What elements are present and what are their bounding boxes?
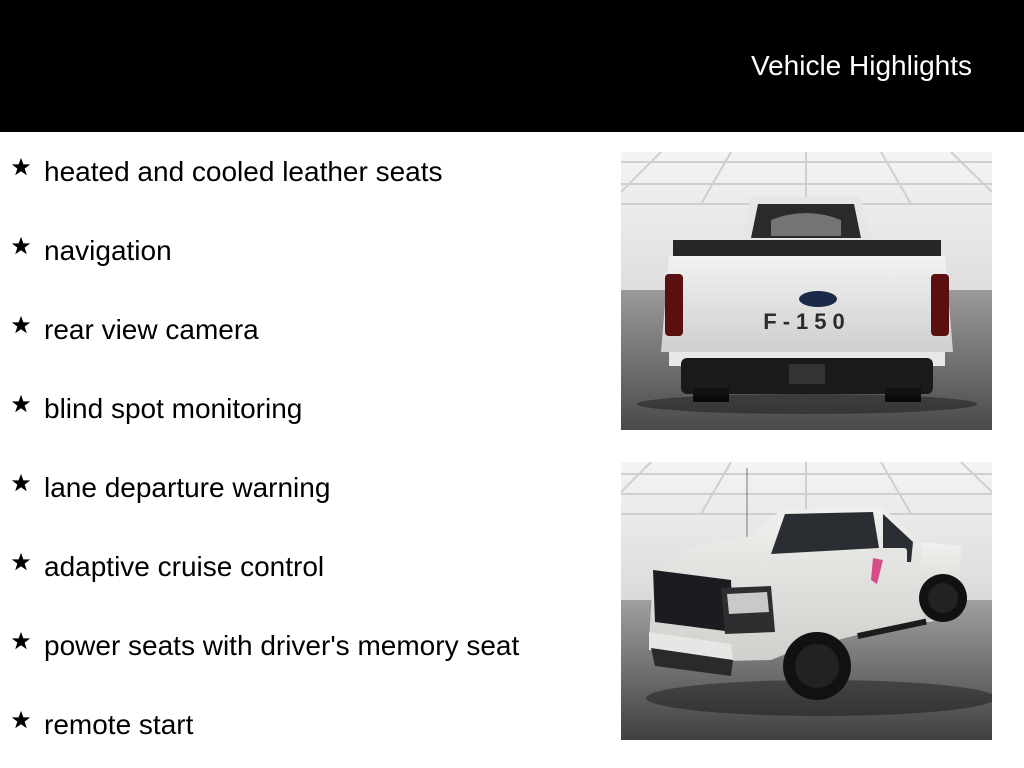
list-item-label: navigation xyxy=(44,235,172,266)
star-icon xyxy=(10,551,32,573)
star-icon xyxy=(10,156,32,178)
star-icon xyxy=(10,709,32,731)
list-item xyxy=(0,308,600,352)
list-item-label: adaptive cruise control xyxy=(44,551,325,582)
list-item-label: remote start xyxy=(44,709,194,740)
star-icon xyxy=(10,314,32,336)
header-bar xyxy=(0,0,1024,132)
list-item-label: power seats with driver's memory seat xyxy=(44,630,520,661)
list-item xyxy=(0,703,600,747)
list-item xyxy=(0,466,600,510)
star-icon xyxy=(10,472,32,494)
list-item-label: blind spot monitoring xyxy=(44,393,303,424)
list-item-label: lane departure warning xyxy=(44,472,331,503)
star-icon xyxy=(10,235,32,257)
list-item-label: heated and cooled leather seats xyxy=(44,156,443,187)
front-three-quarter-truck-photo xyxy=(621,462,992,740)
page-title: Vehicle Highlights xyxy=(750,50,972,81)
list-item-label: rear view camera xyxy=(44,314,259,345)
list-item xyxy=(0,387,600,431)
svg-text:F-150: F-150 xyxy=(763,309,851,334)
list-item xyxy=(0,624,600,668)
list-item xyxy=(0,229,600,273)
list-item xyxy=(0,545,600,589)
star-icon xyxy=(10,393,32,415)
rear-view-truck-photo xyxy=(621,152,992,430)
list-item xyxy=(0,150,600,194)
star-icon xyxy=(10,630,32,652)
